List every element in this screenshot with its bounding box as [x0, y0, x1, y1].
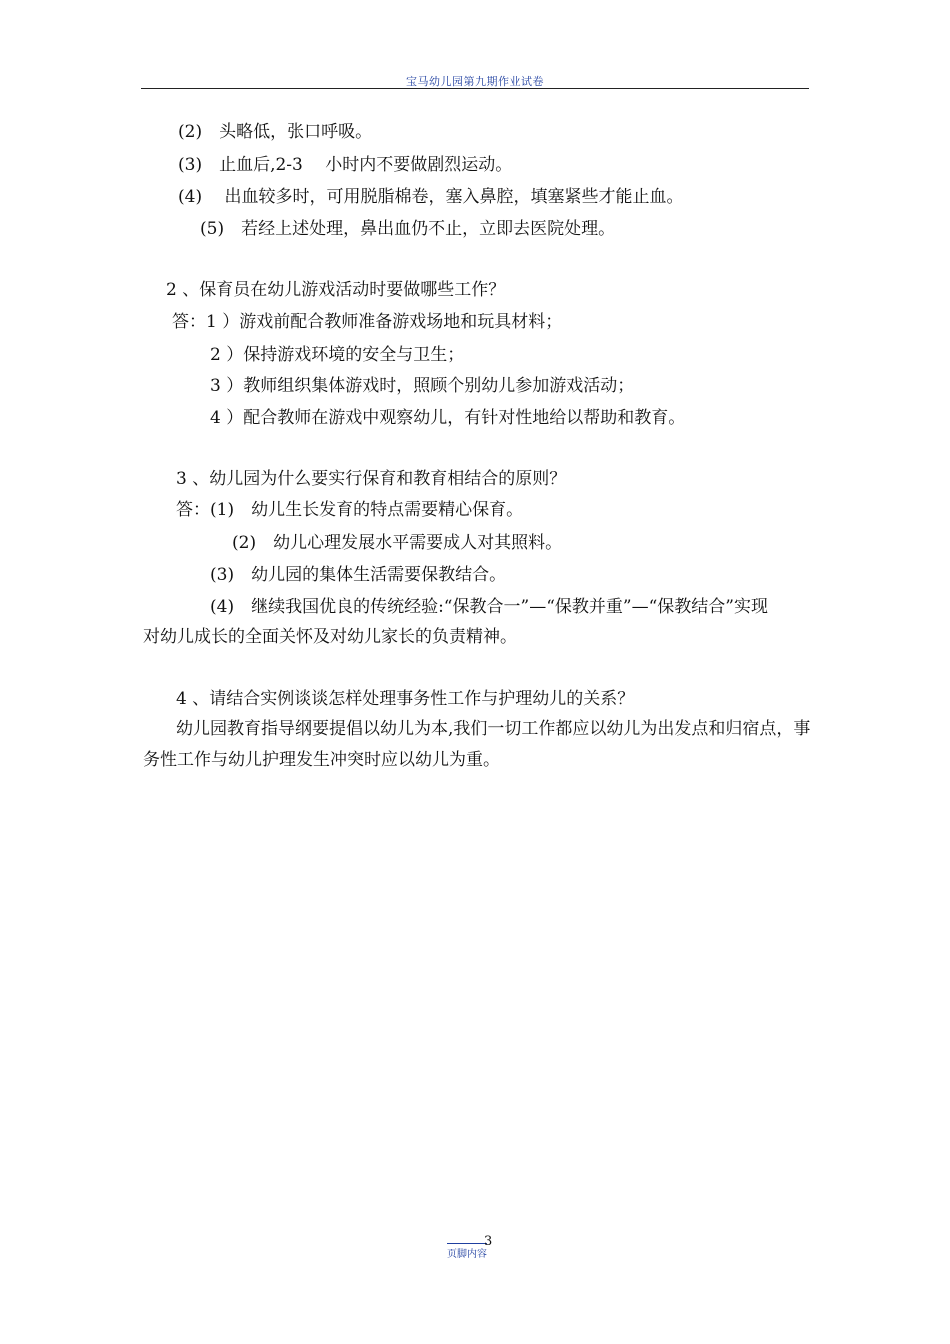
header-title: 宝马幼儿园第九期作业试卷 — [406, 75, 544, 88]
q3-question: 3 、幼儿园为什么要实行保育和教育相结合的原则？ — [176, 469, 567, 489]
page-number: 3 — [484, 1234, 493, 1249]
q3-answer-2: (2) 幼儿心理发展水平需要成人对其照料。 — [232, 533, 563, 553]
q3-answer-4: (4) 继续我国优良的传统经验:“保教合一”—“保教并重”—“保教结合”实现 — [210, 597, 768, 617]
q1-item-3: (3) 止血后,2-3 小时内不要做剧烈运动。 — [178, 155, 513, 175]
footer-label: 页脚内容 — [447, 1243, 487, 1260]
q2-answer-3: 3 ）教师组织集体游戏时，照顾个别幼儿参加游戏活动； — [210, 376, 635, 396]
header-divider — [141, 88, 809, 89]
q3-answer-1: 答：(1) 幼儿生长发育的特点需要精心保育。 — [176, 500, 524, 520]
q3-answer-4-continued: 对幼儿成长的全面关怀及对幼儿家长的负责精神。 — [143, 627, 517, 647]
q2-answer-4: 4 ）配合教师在游戏中观察幼儿，有针对性地给以帮助和教育。 — [210, 408, 686, 428]
q2-answer-1: 答：1 ）游戏前配合教师准备游戏场地和玩具材料； — [172, 312, 563, 332]
q2-answer-2: 2 ）保持游戏环境的安全与卫生； — [210, 345, 465, 365]
q4-answer-line-1: 幼儿园教育指导纲要提倡以幼儿为本,我们一切工作都应以幼儿为出发点和归宿点，事 — [176, 719, 811, 739]
q2-question: 2 、保育员在幼儿游戏活动时要做哪些工作？ — [166, 280, 506, 300]
q4-answer-line-2: 务性工作与幼儿护理发生冲突时应以幼儿为重。 — [143, 750, 500, 770]
q1-item-4: (4) 出血较多时，可用脱脂棉卷，塞入鼻腔，填塞紧些才能止血。 — [178, 187, 684, 207]
q1-item-5: (5) 若经上述处理，鼻出血仍不止，立即去医院处理。 — [200, 219, 616, 239]
q1-item-2: (2) 头略低，张口呼吸。 — [178, 122, 373, 142]
q3-answer-3: (3) 幼儿园的集体生活需要保教结合。 — [210, 565, 507, 585]
q4-question: 4 、请结合实例谈谈怎样处理事务性工作与护理幼儿的关系？ — [176, 689, 635, 709]
